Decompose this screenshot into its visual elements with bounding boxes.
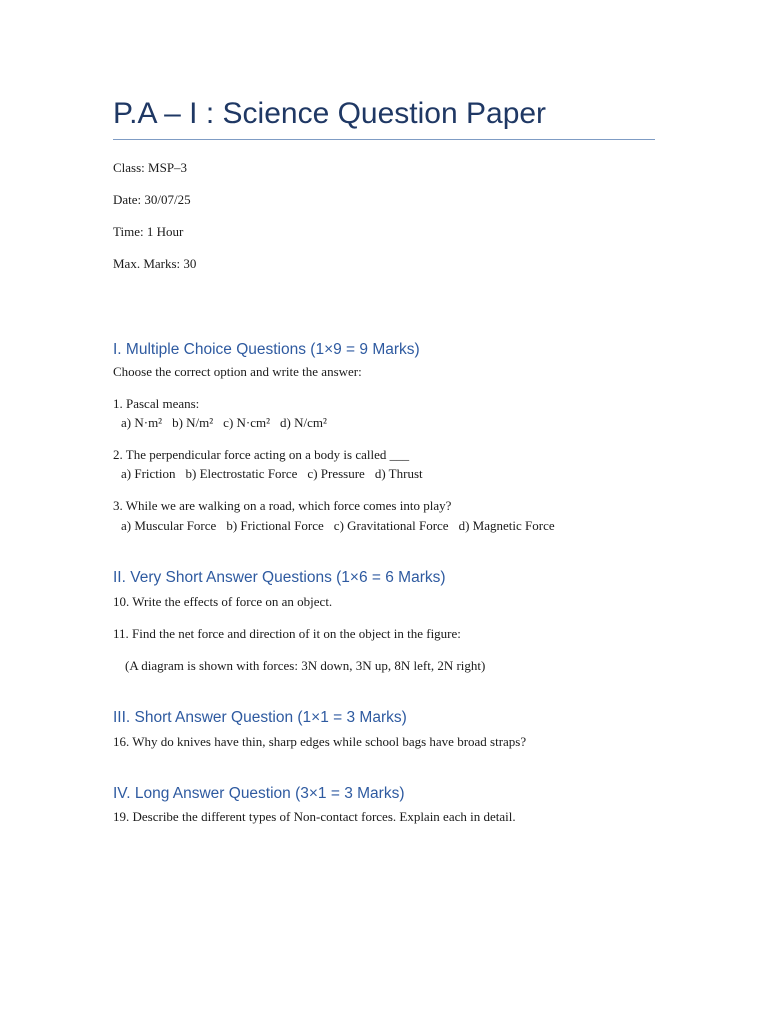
option: b) Frictional Force <box>226 518 324 533</box>
option: a) N·m² <box>121 415 163 430</box>
option: d) N/cm² <box>280 415 327 430</box>
section-1-heading: I. Multiple Choice Questions (1×9 = 9 Marks) <box>113 341 420 358</box>
section-2-heading: II. Very Short Answer Questions (1×6 = 6 Marks) <box>113 569 446 586</box>
section-1-instruction: Choose the correct option and write the answer: <box>113 364 362 379</box>
option: d) Thrust <box>374 466 423 481</box>
question-10: 10. Write the effects of force on an object. <box>113 594 333 609</box>
section-4-heading: IV. Long Answer Question (3×1 = 3 Marks) <box>113 785 405 802</box>
question-1-options <box>121 414 327 432</box>
question-11: 11. Find the net force and direction of it on the object in the figure: <box>113 626 461 641</box>
time-info: Time: 1 Hour <box>113 224 184 239</box>
question-11-diagram-note: (A diagram is shown with forces: 3N down, 3N up, 8N left, 2N right) <box>125 658 486 673</box>
section-3-heading: III. Short Answer Question (1×1 = 3 Marks) <box>113 709 407 726</box>
option: b) Electrostatic Force <box>185 466 298 481</box>
question-1: 1. Pascal means: <box>113 396 200 411</box>
class-info: Class: MSP–3 <box>113 160 188 175</box>
option: a) Muscular Force <box>121 518 217 533</box>
title-underline <box>113 139 655 140</box>
option: c) Pressure <box>307 466 365 481</box>
question-19: 19. Describe the different types of Non-contact forces. Explain each in detail. <box>113 809 516 824</box>
option: c) Gravitational Force <box>333 518 449 533</box>
option: d) Magnetic Force <box>458 518 555 533</box>
option: b) N/m² <box>172 415 214 430</box>
option: a) Friction <box>121 466 176 481</box>
question-2: 2. The perpendicular force acting on a body is called ___ <box>113 447 410 462</box>
question-3-options <box>121 517 555 535</box>
question-3: 3. While we are walking on a road, which force comes into play? <box>113 498 452 513</box>
question-16: 16. Why do knives have thin, sharp edges while school bags have broad straps? <box>113 734 527 749</box>
date-info: Date: 30/07/25 <box>113 192 191 207</box>
max-marks-info: Max. Marks: 30 <box>113 256 197 271</box>
question-2-options <box>121 465 423 483</box>
page-title: P.A – I : Science Question Paper <box>113 97 547 130</box>
option: c) N·cm² <box>223 415 271 430</box>
